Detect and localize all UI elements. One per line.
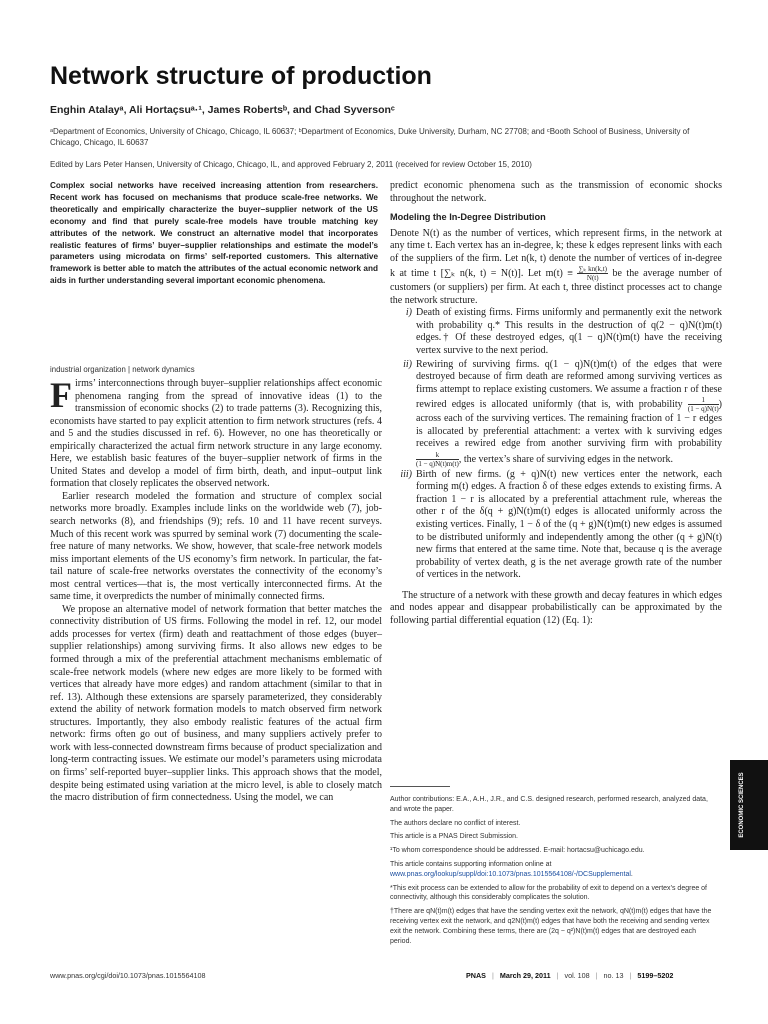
right-column [390,180,722,627]
drop-cap: F [50,375,72,415]
footer-doi[interactable]: www.pnas.org/cgi/doi/10.1073/pnas.1015564108 [50,971,206,980]
footer-citation: PNAS | March 29, 2011 | vol. 108 | no. 13 | 5199–5202 [466,971,674,980]
correspondence: ¹To whom correspondence should be addressed. E-mail: hortacsu@uchicago.edu. [390,847,645,855]
author-list: Enghin Atalayᵃ, Ali Hortaçsuᵃ·¹, James Robertsᵇ, and Chad Syversonᶜ [50,104,395,116]
supporting-info: This article contains supporting information online at www.pnas.org/lookup/suppl/doi:10.1073/pnas.1015564108/-/DCSupplemental. [390,860,633,878]
uniform-prob-fraction: $\frac{1}{(1 - q)N(t)}$ [687,396,719,414]
section-badge: ECONOMIC SCIENCES [730,760,768,850]
author-contributions: Author contributions: E.A., A.H., J.R., and C.S. designed research, performed research, analyzed data, and wrote the paper. [390,796,708,813]
pde-intro-paragraph: The structure of a network with these growth and decay features in which edges and nodes appear and disappear probabilistically can be approximated by the following partial differential equation (12) (Eq. 1): [390,589,722,626]
pref-prob-fraction: $\frac{k}{(1 - q)N(t)m(t)}$ [416,450,459,468]
abstract: Complex social networks have received increasing attention from researchers. Recent work has focused on mechanisms that produce scale-free networks. We theoretically and empirically characterize the buyer–supplier network of the US economy and find that purely scale-free models have trouble matching key attributes of the network. We construct an alternative model that incorporates realistic features of firms’ buyer–supplier relationships and estimate the model’s parameters using microdata on firms’ self-reported customers. This alternative framework is better able to match the attributes of the actual economic network and aids in further understanding several important economic phenomena. [50,181,378,286]
intro-paragraph-1: irms’ interconnections through buyer–supplier relationships affect economic phenomena ranging from the spread of innovative ideas (1) to the transmission of economic shocks (2) to trade patterns (3). Recognizing this, economists have started to pay explicit attention to firm network structures (refs. 4 and 5 and the studies discussed in ref. 6). However, no one has theoretically or empirically characterized the actual firm network structure in any large economy. Here, we establish basic features of the buyer–supplier network of firms in the United States and develop a model of firm birth, death, and input–output link formation that closely replicates the observed network. [50,378,382,490]
footnote-dagger: †There are qN(t)m(t) edges that have the sending vertex exit the network, qN(t)m(t) edges that have the receiving vertex exit the network, and q2N(t)m(t) edges that have both the receiving and sending vertex exit the network. Combining these terms, there are (2q − q²)N(t)m(t) edges that are destroyed each period. [390,908,712,945]
supplement-link[interactable]: www.pnas.org/lookup/suppl/doi:10.1073/pnas.1015564108/-/DCSupplemental [390,870,631,878]
pnas-watermark [0,0,30,1024]
footnote-star: *This exit process can be extended to allow for the probability of exit to depend on a vertex’s degree of connectivity, although this considerably complicates the solution. [390,884,708,902]
list-item-rewiring: ii) Rewiring of surviving firms. q(1 − q)N(t)m(t) of the edges that were destroyed because of firm death are reformed among surviving vertices as firms attempt to replace existing customers. We assume a fraction r of these rewired edges is allocated uniformly (that is, with probability $\frac{1}{(1 - q)N(t)}$ ) across each of the surviving vertices. The remaining fraction of 1 − r edges is allocated by preferential attachment: a vertex with k surviving edges receives a rewired edge from another surviving firm with probability $\frac{k}{(1 - q)N(t)m(t)}$ , the vertex’s share of surviving edges in the network. [403,358,722,468]
footnote-rule [390,786,450,787]
conflict-statement: The authors declare no conflict of interest. [390,819,521,827]
affiliations: ᵃDepartment of Economics, University of Chicago, Chicago, IL 60637; ᵇDepartment of Economics, Duke University, Durham, NC 27708; and ᶜBooth School of Business, University of Chicago, Chicago, IL 60637 [50,127,690,147]
continued-paragraph: predict economic phenomena such as the transmission of economic shocks throughout the network. [390,180,722,204]
article-title: Network structure of production [50,62,432,90]
edited-by-line: Edited by Lars Peter Hansen, University of Chicago, Chicago, IL, and approved February 2, 2011 (received for review October 15, 2010) [50,160,532,169]
list-item-birth: iii) Birth of new firms. (g + q)N(t) new vertices enter the network, each forming m(t) edges. A fraction δ of these edges extends to existing firms. A fraction 1 − r is allocated by a preferential attachment rule, whereas the other r of the δ(q + g)N(t)m(t) edges is allocated uniformly across the existing vertices. Finally, 1 − δ of the (q + g)N(t)m(t) new edges is assumed to be distributed uniformly and independently among the other (q + g)N(t) new firms that entered at the same time. Note that, because q is the average probability of vertex death, g is the net average growth rate of the number of vertices in the network. [400,468,722,581]
direct-submission: This article is a PNAS Direct Submission. [390,833,518,841]
footnotes [390,795,718,950]
list-item-death: i) Death of existing firms. Firms uniformly and permanently exit the network with probability q.* This results in the destruction of q(2 − q)N(t)m(t) edges.† Of these destroyed edges, q(1 − q)N(t)m(t) have the receiving vertex survive to the next period. [405,307,722,357]
intro-paragraph-2: Earlier research modeled the formation and structure of complex social networks more broadly. Examples include links on the worldwide web (7), job-search networks (8), and friendships (9); refs. 10 and 11 have recent surveys. Much of this recent work was spurred by seminal work (7) documenting the scale-free nature of many networks. We show, however, that scale-free network models miss important elements of the US economy’s firm network. In particular, the fat-tail nature of scale-free networks overstates the connectivity of the economy’s most central vertices—that is, the most vertically interconnected firms. At the same time, it overpredicts the number of minimally connected firms. [50,490,382,603]
section-heading: Modeling the In-Degree Distribution [390,212,546,223]
keywords: industrial organization | network dynamics [50,365,195,374]
intro-paragraph-3: We propose an alternative model of network formation that better matches the connectivity distribution of US firms. Following the model in ref. 12, our model adds processes for vertex (firm) death and reattachment of those edges (buyer–supplier relationships) among surviving firms. It also allows new edges to be formed through a mix of the preferential attachment mechanisms emblematic of scale-free network models (where new edges are more likely to be formed with vertices that already have more edges) and random attachment (similar to that in ref. 13). Although these extensions are sparsely parameterized, they considerably extend the ability of network formation models to match observed firm network structures. Importantly, they also embody realistic features of the actual firm network: firms often go out of business, and many suppliers actively prefer to work with less-connected downstream firms because of product specialization and long-term contracting issues. We estimate our model’s parameters using microdata on firms’ self-reported buyer–supplier links. This approach shows that the model, despite being estimated using variation at the micro level, is able to closely match the macro distribution of firm connectedness. Using the model, we can [50,603,382,804]
left-column [50,375,382,805]
model-paragraph: Denote N(t) as the number of vertices, which represent firms, in the network at any time t. Each vertex has an in-degree, k; these k edges represent links with each of the suppliers of the firm. Let n(k, t) denote the number of vertices of in-degree k at time t [∑ₖ n(k, t) = N(t)]. Let m(t) ≡ $\frac{\text{∑ₖ kn(k,t)}}{N(t)}$ be the average number of customers (or suppliers) per firm. At each t, three distinct processes act to change the network structure. [390,227,723,306]
mean-degree-fraction: $\frac{\text{∑ₖ kn(k,t)}}{N(t)}$ [578,265,608,283]
